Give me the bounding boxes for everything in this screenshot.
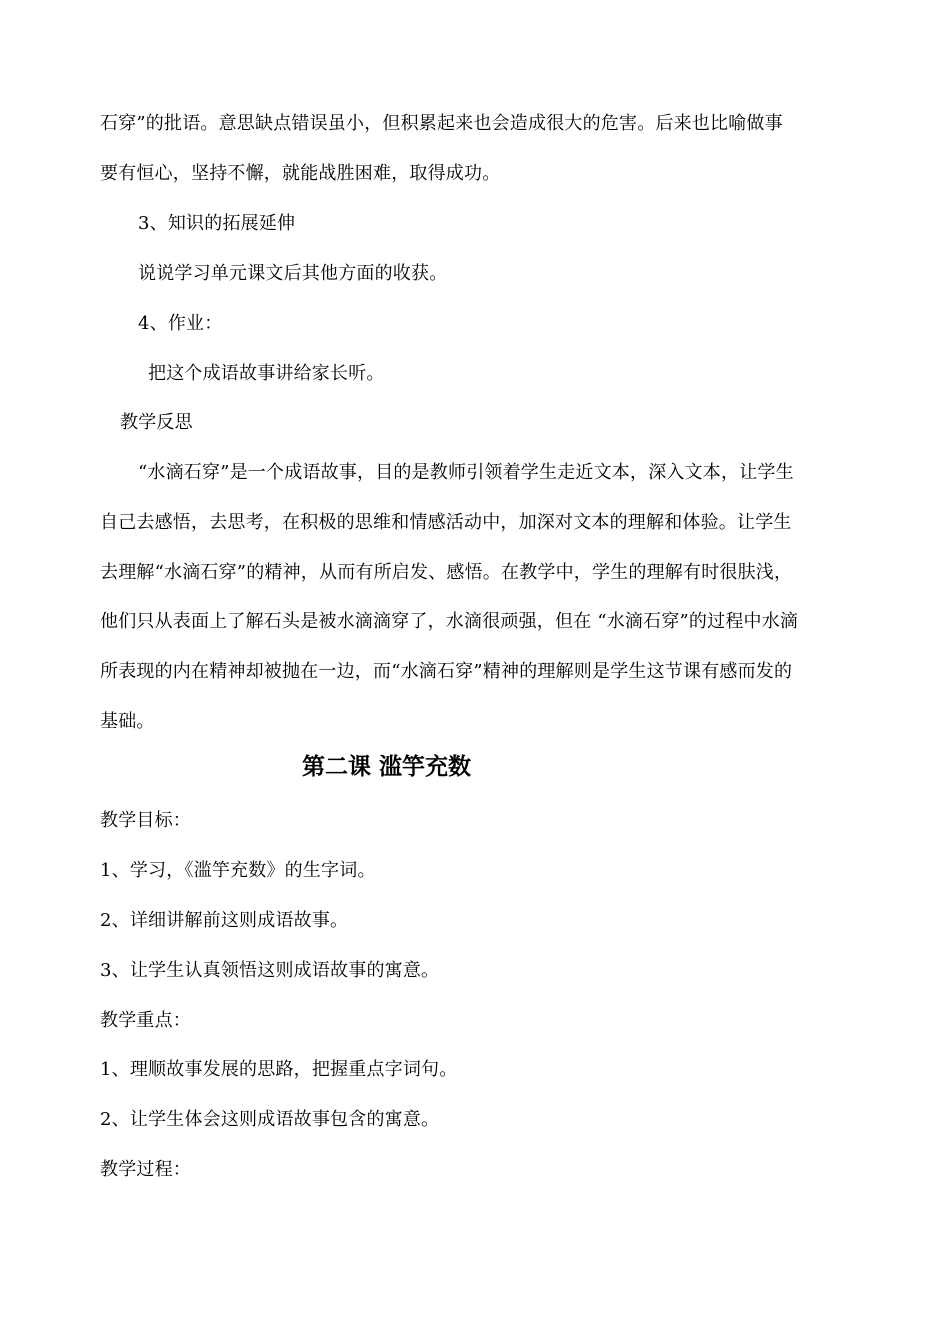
focus-title: 教学重点： bbox=[100, 1010, 191, 1031]
step-3-title: 3、知识的拓展延伸 bbox=[138, 213, 296, 234]
goal-item: 2、详细讲解前这则成语故事。 bbox=[100, 910, 349, 931]
paragraph-line: 石穿”的批语。意思缺点错误虽小，但积累起来也会造成很大的危害。后来也比喻做事 bbox=[100, 113, 783, 134]
goal-item: 1、学习，《滥竽充数》的生字词。 bbox=[100, 860, 376, 881]
reflection-line: 自己去感悟，去思考，在积极的思维和情感活动中，加深对文本的理解和体验。让学生 bbox=[100, 512, 792, 533]
reflection-line: 所表现的内在精神却被抛在一边，而“水滴石穿”精神的理解则是学生这节课有感而发的 bbox=[100, 661, 793, 682]
reflection-line: “水滴石穿”是一个成语故事，目的是教师引领着学生走近文本，深入文本，让学生 bbox=[138, 462, 794, 483]
goals-title: 教学目标： bbox=[100, 810, 191, 831]
step-3-body: 说说学习单元课文后其他方面的收获。 bbox=[138, 263, 448, 284]
step-4-title: 4、作业： bbox=[138, 313, 223, 334]
lesson-title: 第二课 滥竽充数 bbox=[302, 754, 472, 780]
reflection-title: 教学反思 bbox=[120, 412, 193, 433]
goal-item: 3、让学生认真领悟这则成语故事的寓意。 bbox=[100, 960, 440, 981]
reflection-line: 去理解“水滴石穿”的精神，从而有所启发、感悟。在教学中，学生的理解有时很肤浅， bbox=[100, 562, 793, 583]
paragraph-line: 要有恒心，坚持不懈，就能战胜困难，取得成功。 bbox=[100, 163, 501, 184]
focus-item: 2、让学生体会这则成语故事包含的寓意。 bbox=[100, 1109, 440, 1130]
process-title: 教学过程： bbox=[100, 1159, 191, 1180]
focus-item: 1、理顺故事发展的思路，把握重点字词句。 bbox=[100, 1059, 458, 1080]
reflection-line: 他们只从表面上了解石头是被水滴滴穿了，水滴很顽强，但在 “水滴石穿”的过程中水滴 bbox=[100, 611, 799, 632]
reflection-line: 基础。 bbox=[100, 711, 155, 732]
step-4-body: 把这个成语故事讲给家长听。 bbox=[148, 363, 385, 384]
